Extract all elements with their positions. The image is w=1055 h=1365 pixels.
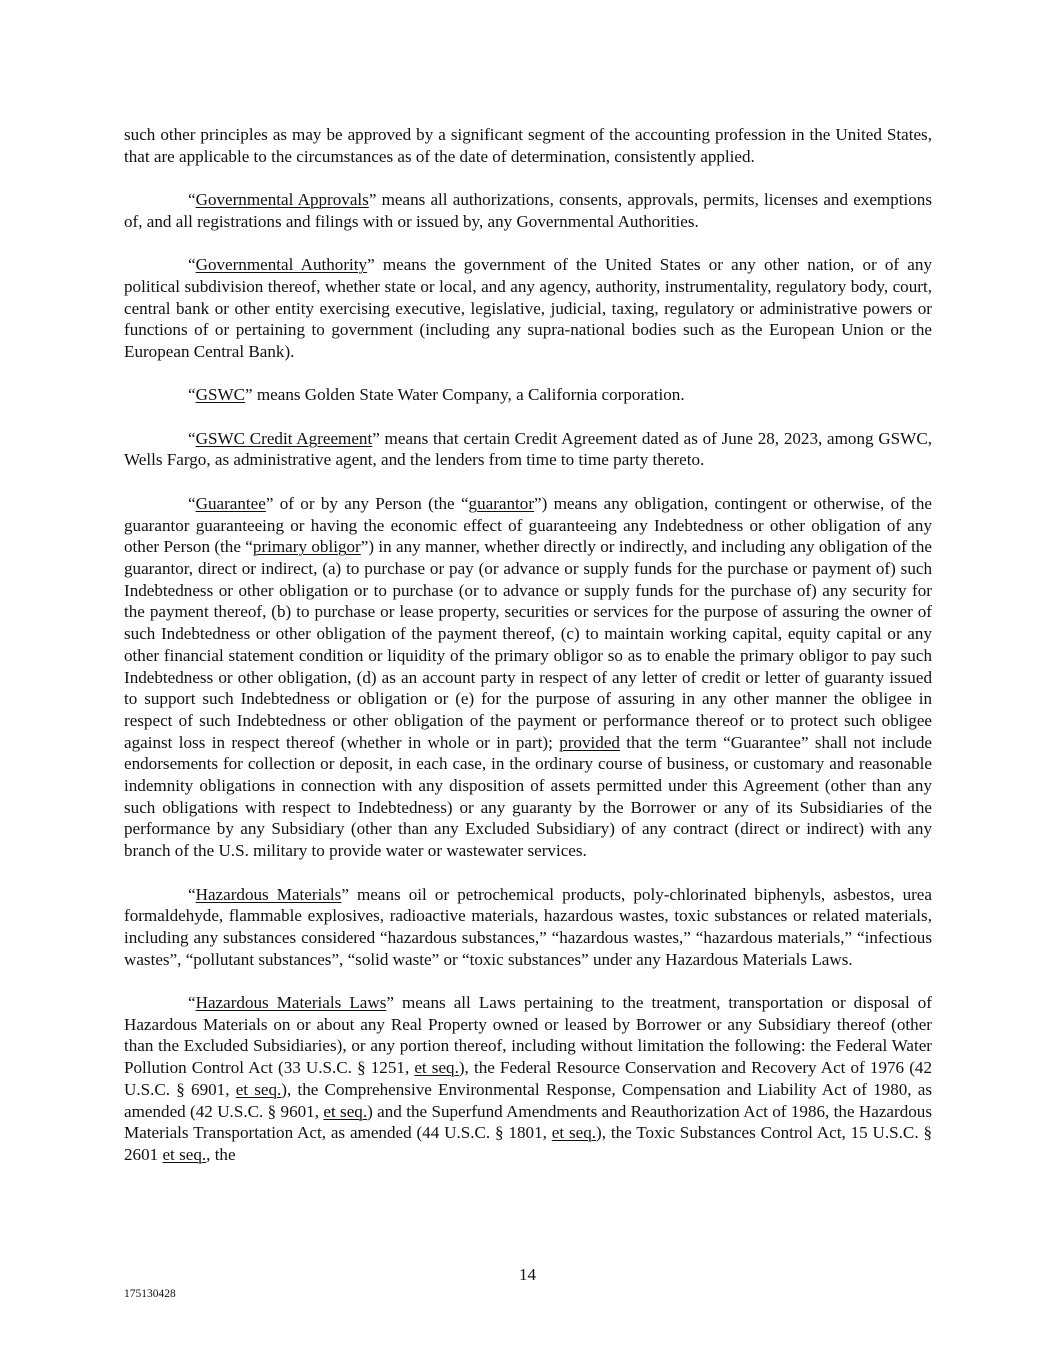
open-quote: “	[188, 385, 196, 405]
definition-text: ), the Federal Resource Conservation and Recovery Act of 1976 (42 U.S.C. § 6901,	[124, 1058, 932, 1099]
definition-hazardous-materials-laws	[124, 992, 932, 1166]
defined-term: Hazardous Materials	[195, 884, 342, 904]
et-seq: et seq.	[235, 1079, 282, 1099]
definition-governmental-approvals	[124, 189, 932, 232]
open-quote: “	[188, 993, 196, 1013]
defined-term: Governmental Authority	[195, 255, 368, 275]
definition-text: ” means the government of the United States or any other nation, or of any political subdivision thereof, whether state or local, and any agency, authority, instrumentality, regulatory body, court, central bank or other entity exercising executive, legislative, judicial, taxing, regulatory or administrative powers or functions of or pertaining to government (including any supra-national bodies such as the European Union or the European Central Bank).	[124, 255, 932, 361]
open-quote: “	[188, 255, 196, 275]
et-seq: et seq.	[323, 1101, 368, 1121]
definition-gswc	[124, 384, 932, 406]
open-quote: “	[188, 493, 196, 513]
definition-text: ) and the Superfund Amendments and Reauthorization Act of 1986, the Hazardous Materials Transportation Act, as amended (44 U.S.C. § 1801,	[124, 1101, 933, 1143]
definition-text: ” means all Laws pertaining to the treatment, transportation or disposal of Hazardous Materials on or about any Real Property owned or leased by Borrower or any Subsidiary thereof (other than the Excluded Subsidiaries), or any portion thereof, including without limitation the following: the Federal Water Pollution Control Act (33 U.S.C. § 1251,	[124, 993, 932, 1078]
definition-gswc-credit-agreement	[124, 428, 932, 471]
definition-guarantee	[124, 493, 932, 862]
document-id: 175130428	[124, 1288, 176, 1300]
et-seq: et seq.	[414, 1058, 459, 1078]
definition-text: ” means Golden State Water Company, a California corporation.	[244, 385, 685, 405]
defined-term: Governmental Approvals	[195, 190, 369, 210]
defined-term: primary obligor	[252, 537, 361, 557]
definition-text: ), the Toxic Substances Control Act, 15 U.S.C. § 2601	[124, 1123, 932, 1164]
open-quote: “	[188, 428, 196, 448]
definition-text: ”) means any obligation, contingent or otherwise, of the guarantor guaranteeing or having the economic effect of guaranteeing any Indebtedness or other obligation of any other Person (the “	[124, 493, 933, 557]
definition-text: ), the Comprehensive Environmental Response, Compensation and Liability Act of 1980, as amended (42 U.S.C. § 9601,	[124, 1079, 933, 1121]
definition-text: , the	[206, 1144, 236, 1164]
proviso-term: provided	[559, 732, 620, 752]
defined-term: guarantor	[468, 493, 535, 513]
definition-text: ” means that certain Credit Agreement dated as of June 28, 2023, among GSWC, Wells Fargo, as administrative agent, and the lenders from time to time party thereto.	[124, 428, 932, 470]
definition-hazardous-materials	[124, 884, 932, 971]
defined-term: Guarantee	[195, 493, 266, 513]
defined-term: Hazardous Materials Laws	[195, 993, 387, 1013]
definition-text: ” of or by any Person (the “	[265, 493, 469, 513]
et-seq: et seq.	[551, 1123, 597, 1143]
document-body	[124, 124, 932, 1187]
page-number: 14	[519, 1265, 536, 1284]
definition-text: ” means all authorizations, consents, approvals, permits, licenses and exemptions of, and all registrations and filings with or issued by, any Governmental Authorities.	[124, 190, 932, 231]
defined-term: GSWC Credit Agreement	[195, 428, 373, 448]
definition-text: ”) in any manner, whether directly or indirectly, and including any obligation of the guarantor, direct or indirect, (a) to purchase or pay (or advance or supply funds for the purchase or payment of) such Indebtedness or other obligation or to purchase (or to advance or supply funds for the purchase of) any security for the payment thereof, (b) to purchase or lease property, securities or services for the purpose of assuring the owner of such Indebtedness or other obligation of the payment thereof, (c) to maintain working capital, equity capital or any other financial statement condition or liquidity of the primary obligor so as to enable the primary obligor to pay such Indebtedness or other obligation, (d) as an account party in respect of any letter of credit or letter of guaranty issued to support such Indebtedness or obligation or (e) for the purpose of assuring in any other manner the obligee in respect of such Indebtedness or other obligation of the payment or performance thereof or to protect such obligee against loss in respect thereof (whether in whole or in part);	[124, 537, 933, 752]
open-quote: “	[188, 190, 196, 210]
paragraph-continuation	[124, 124, 932, 167]
definition-governmental-authority	[124, 254, 932, 363]
et-seq: et seq.	[162, 1144, 207, 1164]
definition-text: ” means oil or petrochemical products, poly-chlorinated biphenyls, asbestos, urea formaldehyde, flammable explosives, radioactive materials, hazardous wastes, toxic substances or related materials, including any substances considered “hazardous substances,” “hazardous wastes,” “hazardous materials,” “infectious wastes”, “pollutant substances”, “solid waste” or “toxic substances” under any Hazardous Materials Laws.	[124, 884, 932, 969]
defined-term: GSWC	[195, 385, 245, 405]
definition-text: that the term “Guarantee” shall not include endorsements for collection or deposit, in each case, in the ordinary course of business, or customary and reasonable indemnity obligations in connection with any disposition of assets permitted under this Agreement (other than any such obligations with respect to Indebtedness) or any guaranty by the Borrower or any of its Subsidiaries of the performance by any Subsidiary (other than any Excluded Subsidiary) of any contract (direct or indirect) with any branch of the U.S. military to provide water or wastewater services.	[124, 732, 932, 861]
open-quote: “	[188, 884, 196, 904]
paragraph-text: such other principles as may be approved by a significant segment of the accounting profession in the United States, that are applicable to the circumstances as of the date of determination, consistently applied.	[124, 125, 932, 166]
